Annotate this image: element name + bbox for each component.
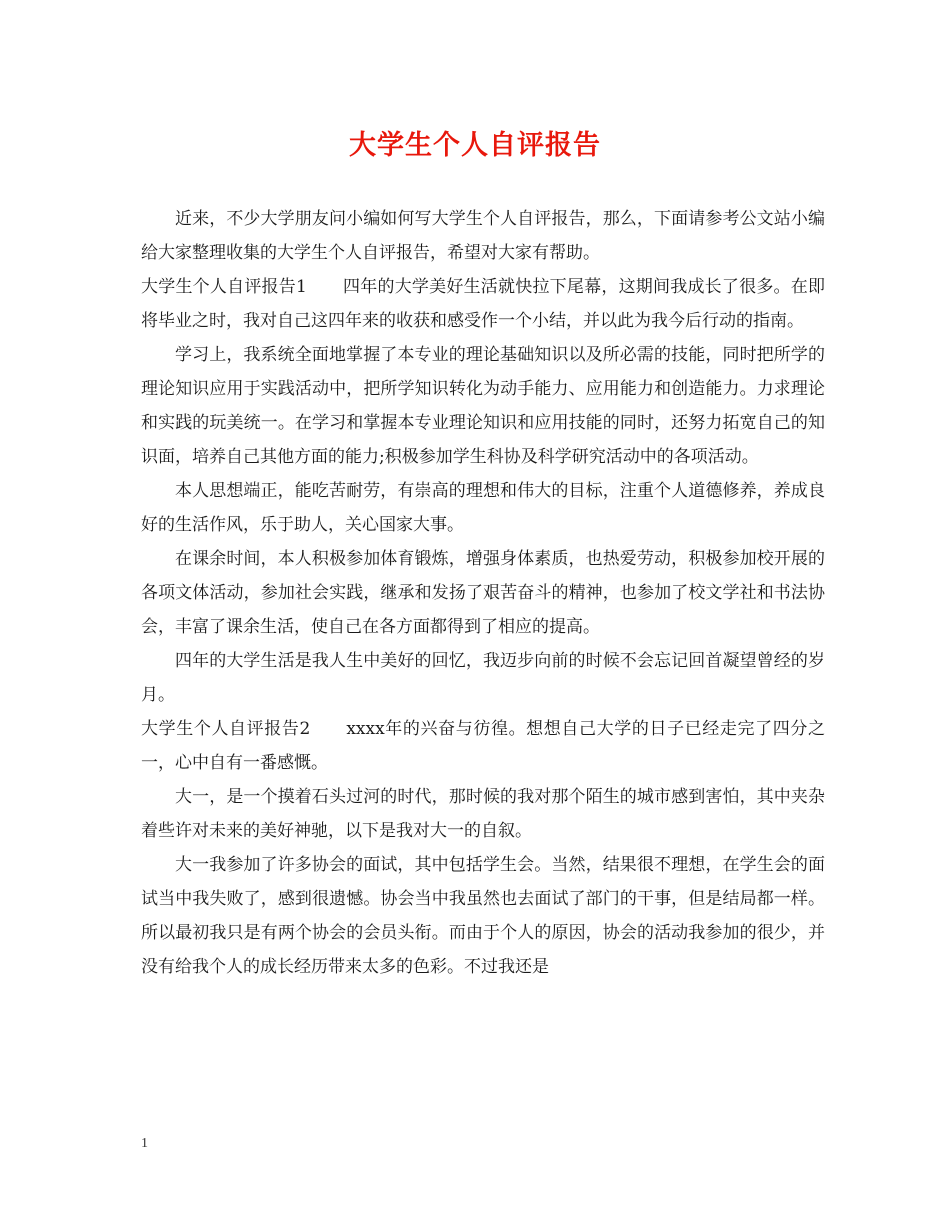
paragraph-freshman: 大一，是一个摸着石头过河的时代，那时候的我对那个陌生的城市感到害怕，其中夹杂着些许对未来的美好神驰，以下是我对大一的自叙。 xyxy=(141,787,825,841)
document-title: 大学生个人自评报告 xyxy=(349,130,601,161)
paragraph-study: 学习上，我系统全面地掌握了本专业的理论基础知识以及所必需的技能，同时把所学的理论知识应用于实践活动中，把所学知识转化为动手能力、应用能力和创造能力。力求理论和实践的玩美统一。在学习和掌握本专业理论知识和应用技能的同时，还努力拓宽自己的知识面，培养自己其他方面的能力;积极参加学生科协及科学研究活动中的各项活动。 xyxy=(141,345,825,467)
paragraph-memory: 四年的大学生活是我人生中美好的回忆，我迈步向前的时候不会忘记回首凝望曾经的岁月。 xyxy=(141,651,825,705)
paragraph-ideology: 本人思想端正，能吃苦耐劳，有崇高的理想和伟大的目标，注重个人道德修养，养成良好的生活作风，乐于助人，关心国家大事。 xyxy=(141,481,825,535)
section-2-heading-paragraph xyxy=(141,712,825,780)
paragraph-associations: 大一我参加了许多协会的面试，其中包括学生会。当然，结果很不理想，在学生会的面试当中我失败了，感到很遗憾。协会当中我虽然也去面试了部门的干事，但是结局都一样。所以最初我只是有两个协会的会员头衔。而由于个人的原因，协会的活动我参加的很少，并没有给我个人的成长经历带来太多的色彩。不过我还是 xyxy=(141,855,825,977)
paragraph-extracurricular: 在课余时间，本人积极参加体育锻炼，增强身体素质，也热爱劳动，积极参加校开展的各项文体活动，参加社会实践，继承和发扬了艰苦奋斗的精神，也参加了校文学社和书法协会，丰富了课余生活，使自己在各方面都得到了相应的提高。 xyxy=(141,549,825,637)
section-1-heading-paragraph xyxy=(141,270,825,338)
section-heading-2: 大学生个人自评报告2 xyxy=(141,719,311,739)
section-1-text: 四年的大学美好生活就快拉下尾幕，这期间我成长了很多。在即将毕业之时，我对自己这四年来的收获和感受作一个小结，并以此为我今后行动的指南。 xyxy=(141,277,825,331)
section-heading-1: 大学生个人自评报告1 xyxy=(141,277,307,297)
page-number: 1 xyxy=(141,1136,148,1151)
document-body xyxy=(141,202,825,984)
paragraph-intro: 近来，不少大学朋友问小编如何写大学生个人自评报告，那么，下面请参考公文站小编给大家整理收集的大学生个人自评报告，希望对大家有帮助。 xyxy=(141,209,825,263)
section-2-text: xxxx年的兴奋与彷徨。想想自己大学的日子已经走完了四分之一，心中自有一番感慨。 xyxy=(141,719,825,773)
